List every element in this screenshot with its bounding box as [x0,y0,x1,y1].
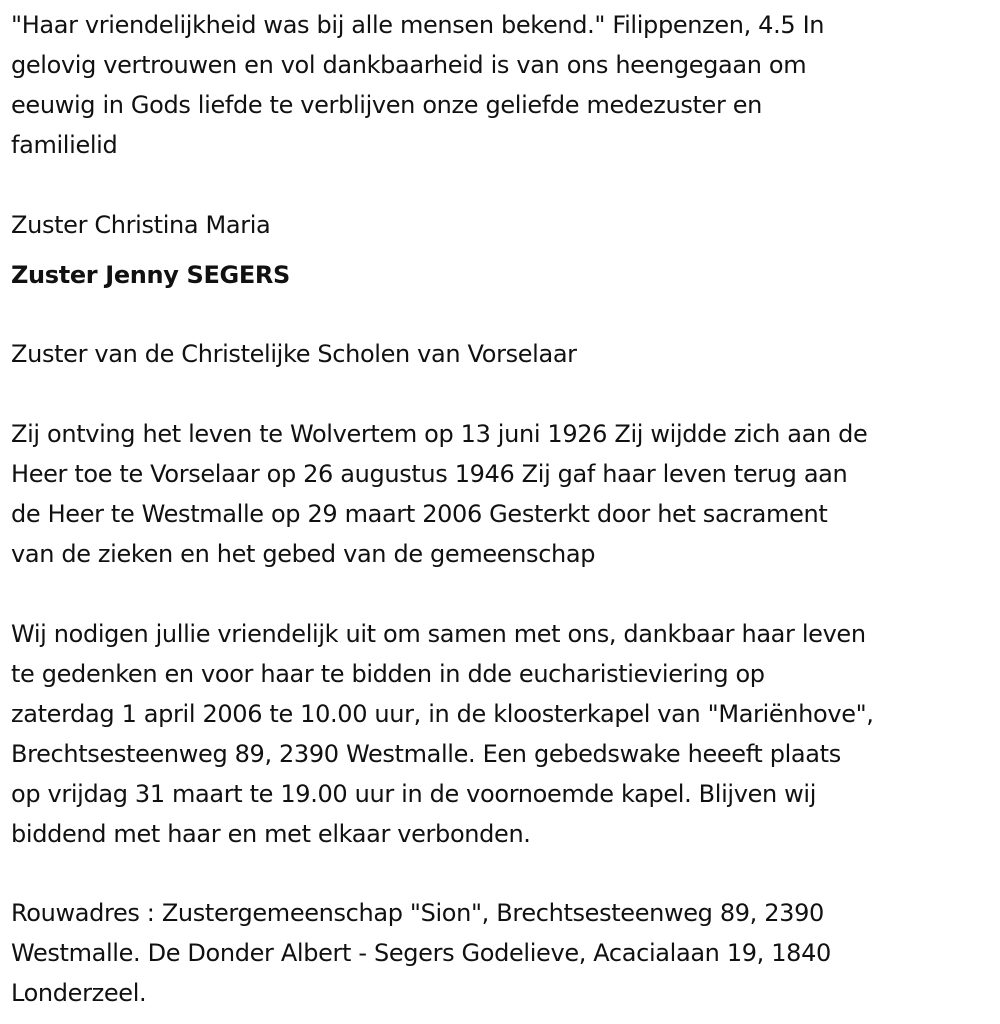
invitation-line: biddend met haar en met elkaar verbonden. [11,820,531,848]
address-line: Westmalle. De Donder Albert - Segers Godelieve, Acacialaan 19, 1840 [11,939,831,967]
invitation-line: Brechtsesteenweg 89, 2390 Westmalle. Een gebedswake heeeft plaats [11,740,841,768]
life-line: van de zieken en het gebed van de gemeenschap [11,540,596,568]
invitation-line: te gedenken en voor haar te bidden in dde eucharistieviering op [11,660,765,688]
religious-name: Zuster Christina Maria [11,211,271,239]
congregation: Zuster van de Christelijke Scholen van Vorselaar [11,340,577,368]
intro-line: "Haar vriendelijkheid was bij alle mensen bekend." Filippenzen, 4.5 In [11,11,825,39]
intro-paragraph [11,5,824,165]
intro-line: eeuwig in Gods liefde te verblijven onze geliefde medezuster en [11,91,763,119]
address-line: Londerzeel. [11,979,147,1007]
invitation-line: Wij nodigen jullie vriendelijk uit om samen met ons, dankbaar haar leven [11,620,866,648]
life-paragraph [11,414,867,574]
life-line: de Heer te Westmalle op 29 maart 2006 Gesterkt door het sacrament [11,500,828,528]
invitation-line: op vrijdag 31 maart te 19.00 uur in de voornoemde kapel. Blijven wij [11,780,817,808]
invitation-paragraph [11,614,874,854]
intro-line: familielid [11,131,118,159]
invitation-line: zaterdag 1 april 2006 te 10.00 uur, in de kloosterkapel van "Mariënhove", [11,700,874,728]
life-line: Heer toe te Vorselaar op 26 augustus 1946 Zij gaf haar leven terug aan [11,460,848,488]
intro-line: gelovig vertrouwen en vol dankbaarheid is van ons heengegaan om [11,51,807,79]
address-line: Rouwadres : Zustergemeenschap "Sion", Brechtsesteenweg 89, 2390 [11,899,824,927]
life-line: Zij ontving het leven te Wolvertem op 13 juni 1926 Zij wijdde zich aan de [11,420,868,448]
address-paragraph [11,893,831,1013]
full-name: Zuster Jenny SEGERS [11,261,290,289]
